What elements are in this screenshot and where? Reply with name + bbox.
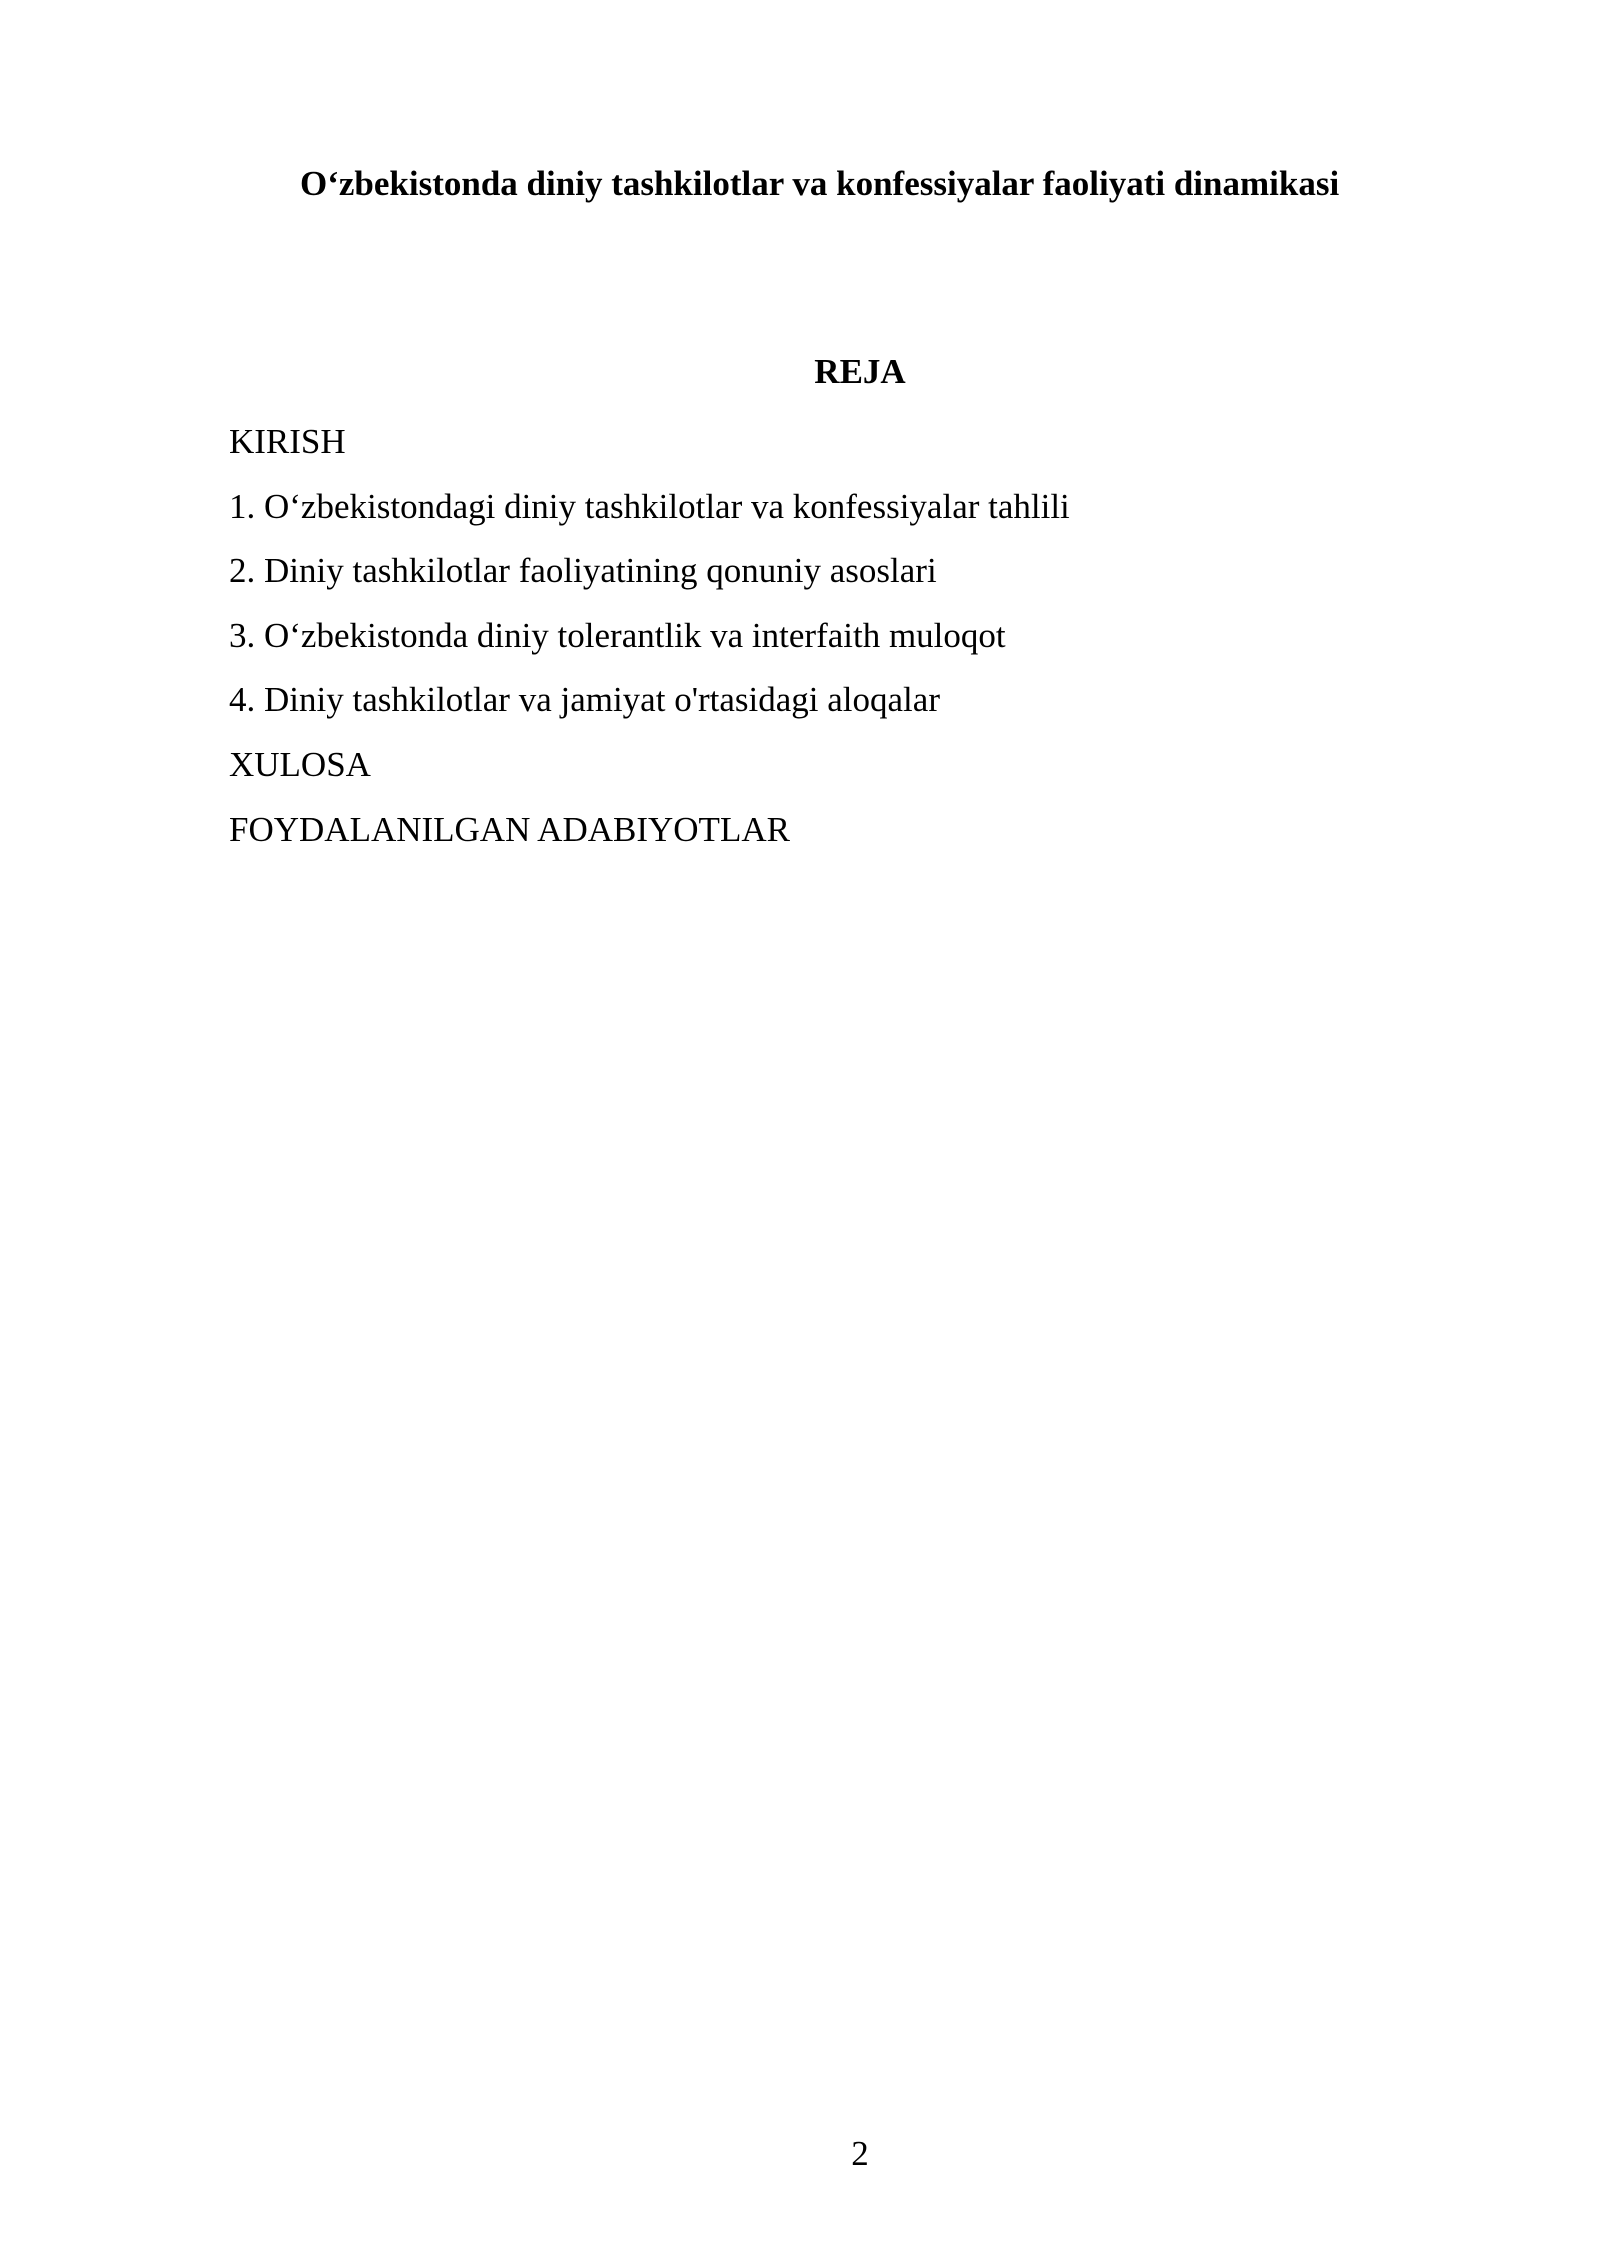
plan-item-2: 2. Diniy tashkilotlar faoliyatining qonuniy asoslari <box>229 551 937 591</box>
plan-item-4: 4. Diniy tashkilotlar va jamiyat o'rtasidagi aloqalar <box>229 680 940 720</box>
plan-heading: REJA <box>814 352 906 391</box>
plan-list <box>229 418 1070 870</box>
plan-item-3: 3. O‘zbekistonda diniy tolerantlik va interfaith muloqot <box>229 615 1006 655</box>
plan-item-conclusion: XULOSA <box>229 744 371 784</box>
plan-item-introduction: KIRISH <box>229 422 346 461</box>
plan-item-references: FOYDALANILGAN ADABIYOTLAR <box>229 809 790 849</box>
page-number: 2 <box>851 2134 869 2173</box>
document-title: O‘zbekistonda diniy tashkilotlar va konfessiyalar faoliyati dinamikasi <box>300 164 1340 203</box>
plan-item-1: 1. O‘zbekistondagi diniy tashkilotlar va konfessiyalar tahlili <box>229 486 1070 526</box>
